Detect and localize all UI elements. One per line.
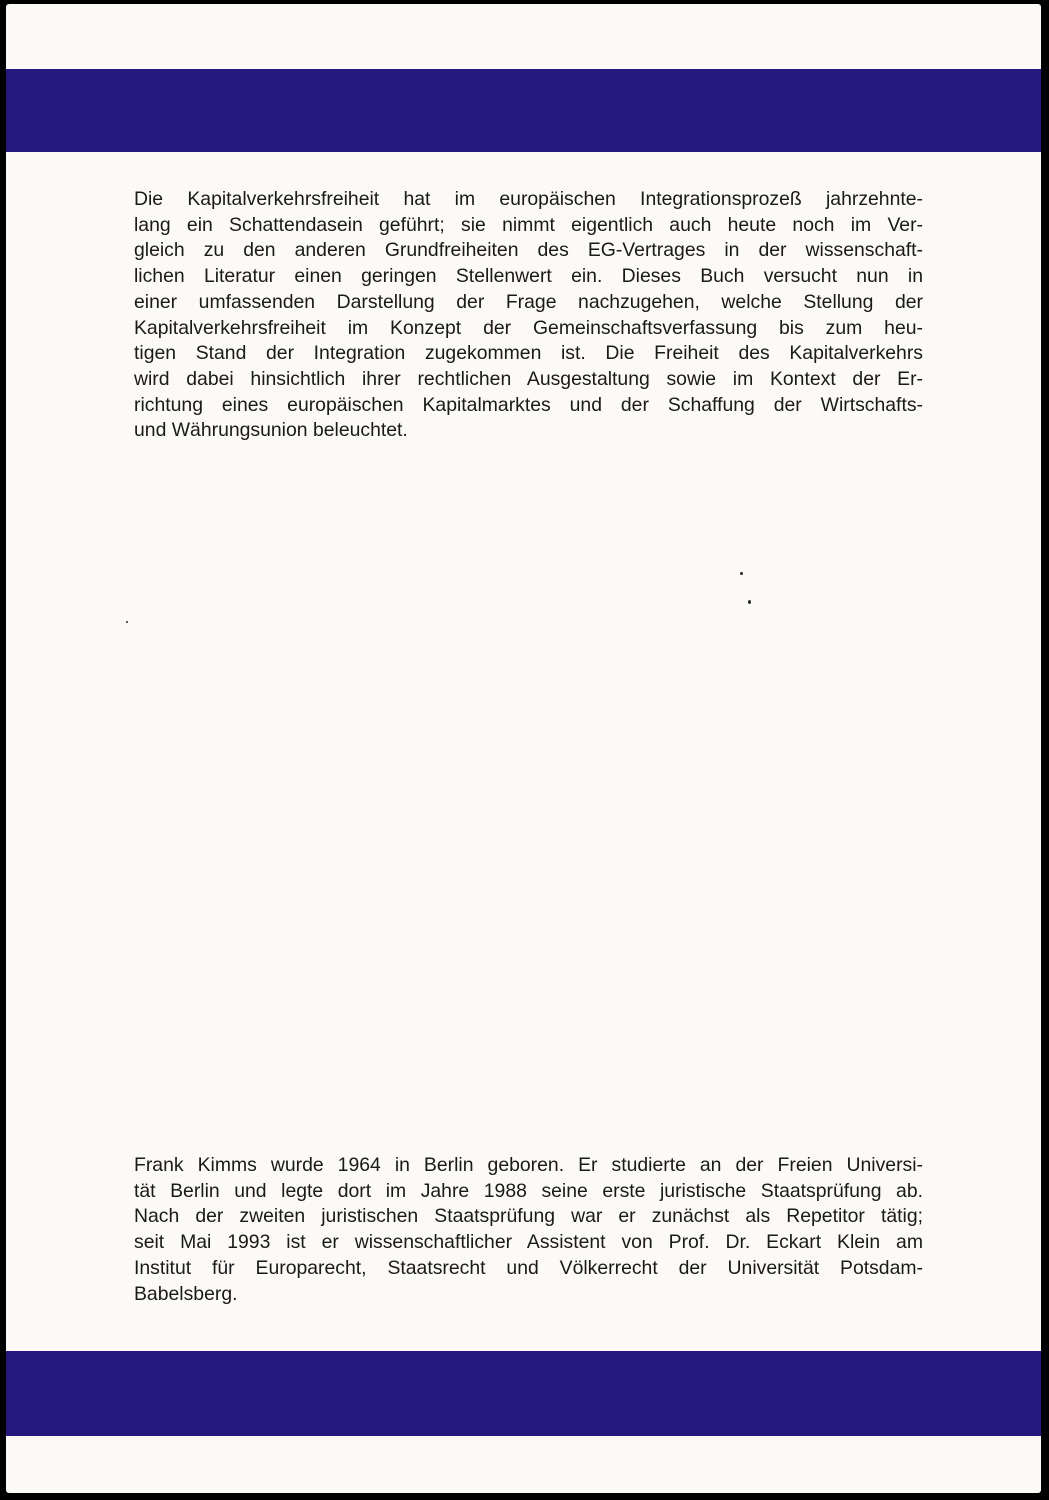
biography-line: Institut für Europarecht, Staatsrecht und Völkerrecht der Universität Potsdam- [134, 1256, 923, 1279]
description-line: gleich zu den anderen Grundfreiheiten des EG-Vertrages in der wissenschaft- [134, 239, 923, 262]
book-description [134, 187, 923, 444]
biography-line: Nach der zweiten juristischen Staatsprüfung war er zunächst als Repetitor tätig; [134, 1205, 923, 1228]
biography-line: tät Berlin und legte dort im Jahre 1988 seine erste juristische Staatsprüfung ab. [134, 1179, 923, 1202]
description-line: lang ein Schattendasein geführt; sie nimmt eigentlich auch heute noch im Ver- [134, 213, 923, 236]
description-line: und Währungsunion beleuchtet. [134, 419, 408, 442]
description-line: tigen Stand der Integration zugekommen ist. Die Freiheit des Kapitalverkehrs [134, 342, 923, 365]
biography-line: Frank Kimms wurde 1964 in Berlin geboren. Er studierte an der Freien Universi- [134, 1154, 923, 1176]
description-line: richtung eines europäischen Kapitalmarktes und der Schaffung der Wirtschafts- [134, 393, 923, 416]
bottom-color-band [6, 1351, 1041, 1436]
biography-line: seit Mai 1993 ist er wissenschaftlicher Assistent von Prof. Dr. Eckart Klein am [134, 1231, 923, 1254]
description-line: einer umfassenden Darstellung der Frage nachzugehen, welche Stellung der [134, 290, 923, 313]
paper-speck [748, 600, 751, 604]
description-line: Kapitalverkehrsfreiheit im Konzept der Gemeinschaftsverfassung bis zum heu- [134, 316, 923, 339]
description-line: lichen Literatur einen geringen Stellenwert ein. Dieses Buch versucht nun in [134, 265, 923, 288]
description-line: Die Kapitalverkehrsfreiheit hat im europäischen Integrationsprozeß jahrzehnte- [134, 188, 923, 210]
description-line: wird dabei hinsichtlich ihrer rechtlichen Ausgestaltung sowie im Kontext der Er- [134, 367, 923, 390]
top-color-band [6, 69, 1041, 152]
paper-speck [740, 572, 743, 575]
author-biography [134, 1153, 923, 1307]
biography-line: Babelsberg. [134, 1282, 238, 1305]
back-cover [6, 4, 1041, 1493]
paper-speck [126, 621, 128, 623]
